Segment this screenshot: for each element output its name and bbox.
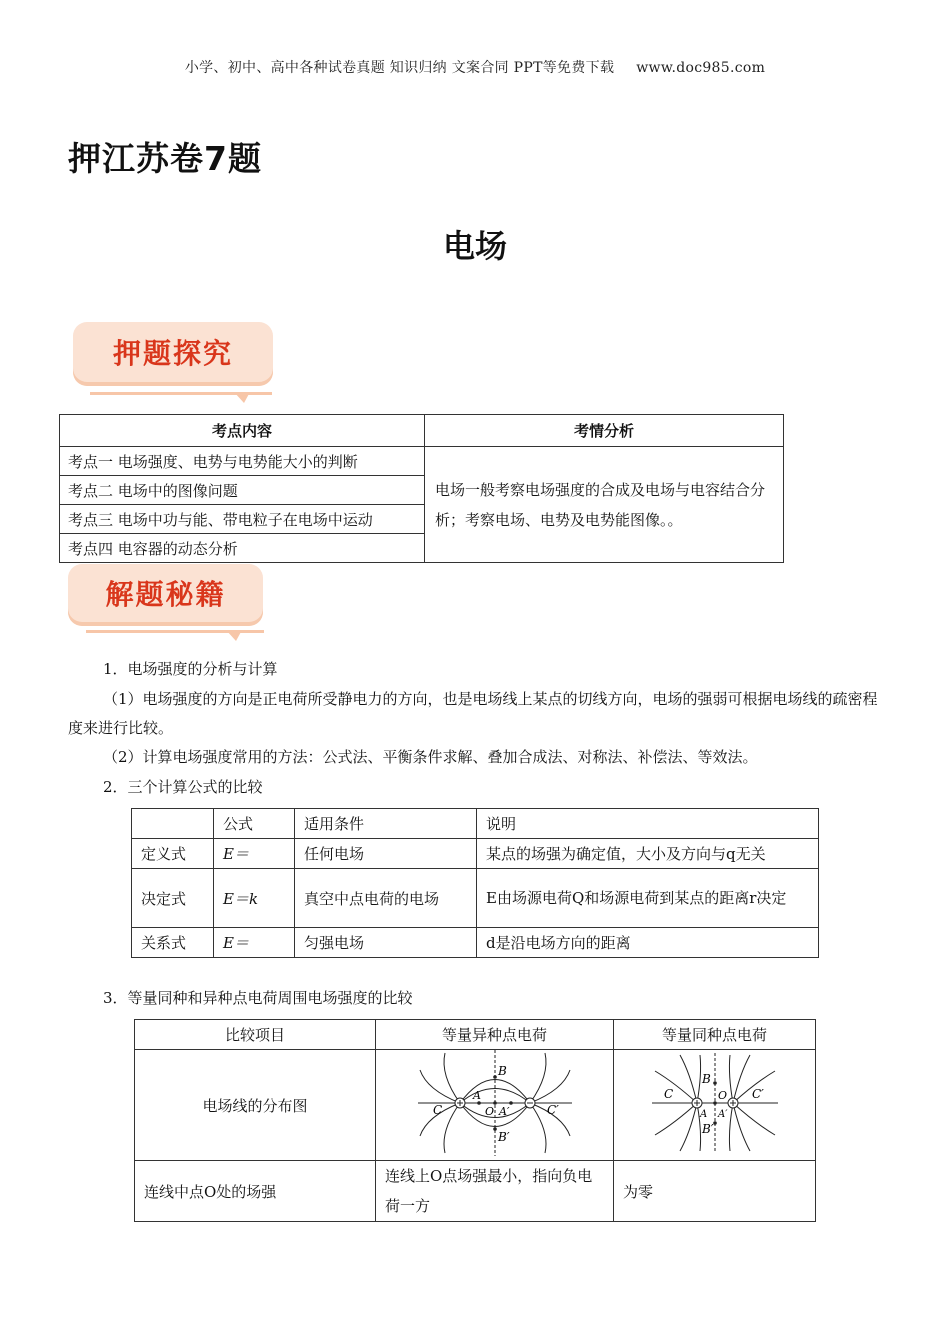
point-label-a: A: [699, 1109, 707, 1120]
point-label-a: A: [472, 1089, 481, 1102]
opposite-charges-diagram-cell: [376, 1050, 614, 1161]
same-charges-diagram-cell: [614, 1050, 816, 1161]
section-title: 3．等量同种和异种点电荷周围电场强度的比较: [103, 989, 413, 1007]
point-label-o: O: [484, 1105, 494, 1118]
point-label-c: C: [663, 1087, 673, 1101]
opposite-charges-field-diagram: [415, 1050, 575, 1156]
table-header: 等量异种点电荷: [376, 1020, 614, 1050]
banner-tail-icon: [234, 392, 250, 404]
formula-expression: E＝: [214, 928, 295, 958]
topic-title: 电场: [442, 227, 507, 265]
exam-point: 考点一 电场强度、电势与电势能大小的判断: [60, 447, 425, 476]
point-label-o: O: [717, 1089, 727, 1102]
formula-name: 决定式: [132, 869, 214, 928]
exam-point: 考点二 电场中的图像问题: [60, 476, 425, 505]
opposite-midpoint-field: 连线上O点场强最小，指向负电荷一方: [376, 1161, 614, 1222]
formula-name: 关系式: [132, 928, 214, 958]
banner-tail-icon: [226, 630, 242, 642]
table-header: 公式: [214, 809, 295, 839]
header-site[interactable]: www.doc985.com: [636, 60, 766, 76]
point-label-c: C: [432, 1103, 442, 1117]
same-charges-field-diagram: [650, 1053, 780, 1153]
point-label-b: B: [497, 1064, 507, 1078]
table-header: 说明: [477, 809, 819, 839]
exam-point: 考点三 电场中功与能、带电粒子在电场中运动: [60, 505, 425, 534]
section-title: 1．电场强度的分析与计算: [103, 660, 278, 678]
point-label-c-prime: C′: [751, 1087, 764, 1101]
formula-expression: E＝: [214, 839, 295, 869]
formula-condition: 匀强电场: [295, 928, 477, 958]
paragraph: （1）电场强度的方向是正电荷所受静电力的方向，也是电场线上某点的切线方向，电场的强弱可根据电场线的疏密程度来进行比较。: [68, 690, 878, 737]
formula-name: 定义式: [132, 839, 214, 869]
banner-exam-research: 押题探究: [73, 322, 273, 386]
table-header: 考情分析: [425, 415, 784, 447]
formula-note: E由场源电荷Q和场源电荷到某点的距离r决定: [477, 869, 819, 928]
page-header: [0, 57, 950, 77]
table-header: 考点内容: [60, 415, 425, 447]
row-label: 电场线的分布图: [135, 1050, 376, 1161]
exam-analysis: 电场一般考察电场强度的合成及电场与电容结合分析；考察电场、电势及电势能图像。。: [425, 447, 784, 563]
formula-note: 某点的场强为确定值，大小及方向与q无关: [477, 839, 819, 869]
table-header: 等量同种点电荷: [614, 1020, 816, 1050]
table-header: 比较项目: [135, 1020, 376, 1050]
point-label-a-prime: A′: [498, 1105, 509, 1118]
point-label-b-prime: B′: [497, 1130, 510, 1144]
exam-point: 考点四 电容器的动态分析: [60, 534, 425, 563]
table-header: [132, 809, 214, 839]
point-label-b: B: [701, 1072, 711, 1086]
point-label-a-prime: A′: [717, 1109, 727, 1120]
formula-expression: E＝k: [214, 869, 295, 928]
header-text: 小学、初中、高中各种试卷真题 知识归纳 文案合同 PPT等免费下载: [184, 60, 615, 76]
formula-table: [131, 808, 819, 958]
exam-point-table: [59, 414, 784, 563]
formula-condition: 任何电场: [295, 839, 477, 869]
section-title: 2．三个计算公式的比较: [103, 778, 263, 796]
table-header: 适用条件: [295, 809, 477, 839]
row-label: 连线中点O处的场强: [135, 1161, 376, 1222]
paragraph: （2）计算电场强度常用的方法：公式法、平衡条件求解、叠加合成法、对称法、补偿法、等效法。: [103, 748, 758, 766]
comparison-table: [134, 1019, 816, 1222]
same-midpoint-field: 为零: [614, 1161, 816, 1222]
doc-title: 押江苏卷7题: [68, 139, 262, 178]
formula-condition: 真空中点电荷的电场: [295, 869, 477, 928]
formula-note: d是沿电场方向的距离: [477, 928, 819, 958]
point-label-b-prime: B′: [701, 1122, 714, 1136]
point-label-c-prime: C′: [546, 1103, 559, 1117]
banner-solving-tips: 解题秘籍: [68, 564, 263, 626]
